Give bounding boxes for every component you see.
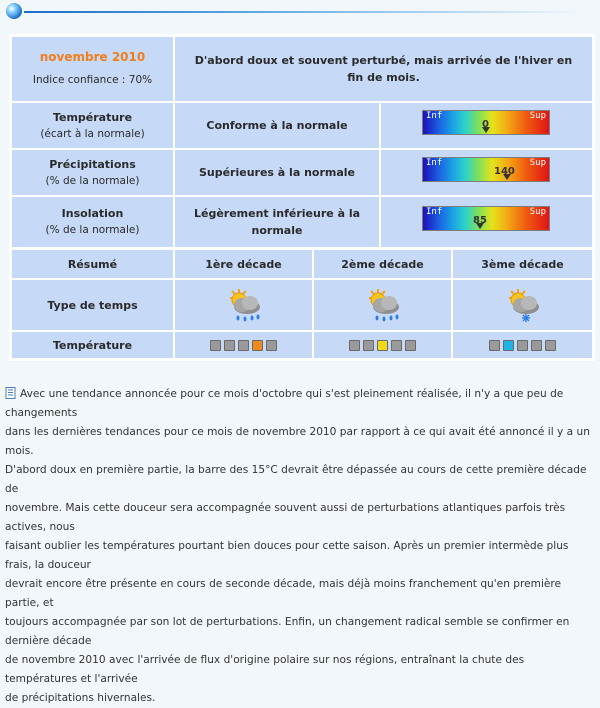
weather-type-header xyxy=(12,280,173,330)
forecast-summary: D'abord doux et souvent perturbé, mais arrivée de l'hiver en fin de mois. xyxy=(194,54,573,84)
summary-header xyxy=(12,250,173,278)
temperature-square xyxy=(489,340,500,351)
description-line-3: novembre. Mais cette douceur sera accompagnée souvent aussi de perturbations atlantiques parfois très actives, nous xyxy=(5,502,566,533)
row-scale-cell-temperature xyxy=(381,103,592,148)
description-line-1: dans les dernières tendances pour ce mois de novembre 2010 par rapport à ce qui avait été annoncé il y a un mois. xyxy=(5,426,590,457)
decade-label: 3ème décade xyxy=(481,257,564,271)
row-status-insolation xyxy=(175,197,379,247)
scale-value: 140 xyxy=(494,166,515,177)
row-sublabel: (% de la normale) xyxy=(45,174,140,187)
scale-min-label: Inf xyxy=(426,111,443,121)
row-status: Légèrement inférieure à la normale xyxy=(193,207,361,237)
row-label: Insolation xyxy=(61,207,124,220)
forecast-table xyxy=(9,34,595,361)
weather-type-decade-3 xyxy=(453,280,592,330)
weather-type-label: Type de temps xyxy=(47,298,138,312)
temperature-square xyxy=(391,340,402,351)
decade-header-2 xyxy=(314,250,451,278)
scale-max-label: Sup xyxy=(529,158,546,168)
description-text: Avec une tendance annoncée pour ce mois d'octobre qui s'est pleinement réalisée, il n'y a que peu de changements xyxy=(5,388,564,419)
scale-max-label: Sup xyxy=(529,111,546,121)
summary-label: Résumé xyxy=(67,257,118,271)
globe-bullet-icon xyxy=(6,3,22,19)
row-scale-cell-insolation xyxy=(381,197,592,247)
row-label-temperature xyxy=(12,103,173,148)
temperature-square xyxy=(531,340,542,351)
description-line-6: toujours accompagnée par son lot de perturbations. Enfin, un changement radical semble se confirmer en dernière décade xyxy=(5,616,570,647)
row-status-temperature xyxy=(175,103,379,148)
decade-label: 2ème décade xyxy=(341,257,424,271)
description-line-8: de précipitations hivernales. xyxy=(5,692,156,704)
temperature-square-active xyxy=(503,340,514,351)
row-label: Précipitations xyxy=(49,157,136,171)
description-line-5: devrait encore être présente en cours de seconde décade, mais déjà moins franchement qu'en première partie, et xyxy=(5,578,562,609)
temperature-square xyxy=(545,340,556,351)
document-icon xyxy=(5,387,17,399)
scale-bar-precipitation xyxy=(422,157,550,182)
temperature-indicator xyxy=(349,340,416,351)
temperature-decade-1 xyxy=(175,332,312,358)
confidence-index: Indice confiance : 70% xyxy=(32,74,153,86)
temperature-decade-label: Température xyxy=(52,338,133,352)
row-status: Supérieures à la normale xyxy=(198,166,356,179)
temperature-square xyxy=(405,340,416,351)
row-sublabel: (écart à la normale) xyxy=(40,127,145,140)
row-status: Conforme à la normale xyxy=(206,119,348,132)
row-sublabel: (% de la normale) xyxy=(45,224,140,236)
row-label-precipitation xyxy=(12,150,173,195)
month-cell xyxy=(12,37,173,101)
temperature-decade-3 xyxy=(453,332,592,358)
temperature-square xyxy=(238,340,249,351)
scale-bar-insolation xyxy=(422,206,550,231)
scale-pointer-icon xyxy=(503,174,511,180)
forecast-summary-cell xyxy=(175,37,592,101)
temperature-indicator xyxy=(489,340,556,351)
forecast-description xyxy=(5,385,595,708)
temperature-indicator xyxy=(210,340,277,351)
scale-max-label: Sup xyxy=(529,207,546,217)
section-header-bar xyxy=(0,0,600,24)
scale-pointer-icon xyxy=(476,223,484,229)
month-title: novembre 2010 xyxy=(39,50,146,64)
sun-cloud-rain-icon xyxy=(224,287,264,323)
temperature-square xyxy=(349,340,360,351)
weather-type-decade-2 xyxy=(314,280,451,330)
sun-cloud-snow-icon xyxy=(503,287,543,323)
scale-value: 0 xyxy=(482,119,489,130)
row-label-insolation xyxy=(12,197,173,247)
temperature-decade-header xyxy=(12,332,173,358)
row-status-precipitation xyxy=(175,150,379,195)
sun-cloud-rain-icon xyxy=(363,287,403,323)
decade-header-1 xyxy=(175,250,312,278)
temperature-square-active xyxy=(377,340,388,351)
temperature-square xyxy=(517,340,528,351)
header-divider xyxy=(24,11,584,13)
temperature-square xyxy=(363,340,374,351)
temperature-square xyxy=(210,340,221,351)
description-line-4: faisant oublier les températures pourtant bien douces pour cette saison. Après un premier intermède plus frais, la douceur xyxy=(5,540,569,571)
temperature-decade-2 xyxy=(314,332,451,358)
decade-header-3 xyxy=(453,250,592,278)
row-scale-cell-precipitation xyxy=(381,150,592,195)
weather-type-decade-1 xyxy=(175,280,312,330)
description-line-2: D'abord doux en première partie, la barre des 15°C devrait être dépassée au cours de cette première décade de xyxy=(5,464,587,495)
scale-min-label: Inf xyxy=(426,158,443,168)
scale-bar-temperature xyxy=(422,110,550,135)
scale-value: 85 xyxy=(473,215,487,226)
row-label: Température xyxy=(52,110,133,124)
description-line-0 xyxy=(5,385,595,423)
temperature-square xyxy=(266,340,277,351)
temperature-square-active xyxy=(252,340,263,351)
scale-min-label: Inf xyxy=(426,207,443,217)
temperature-square xyxy=(224,340,235,351)
scale-pointer-icon xyxy=(482,127,490,133)
decade-label: 1ère décade xyxy=(205,257,282,271)
description-line-7: de novembre 2010 avec l'arrivée de flux d'origine polaire sur nos régions, entraînant la chute des températures et l'arrivée xyxy=(5,654,525,685)
